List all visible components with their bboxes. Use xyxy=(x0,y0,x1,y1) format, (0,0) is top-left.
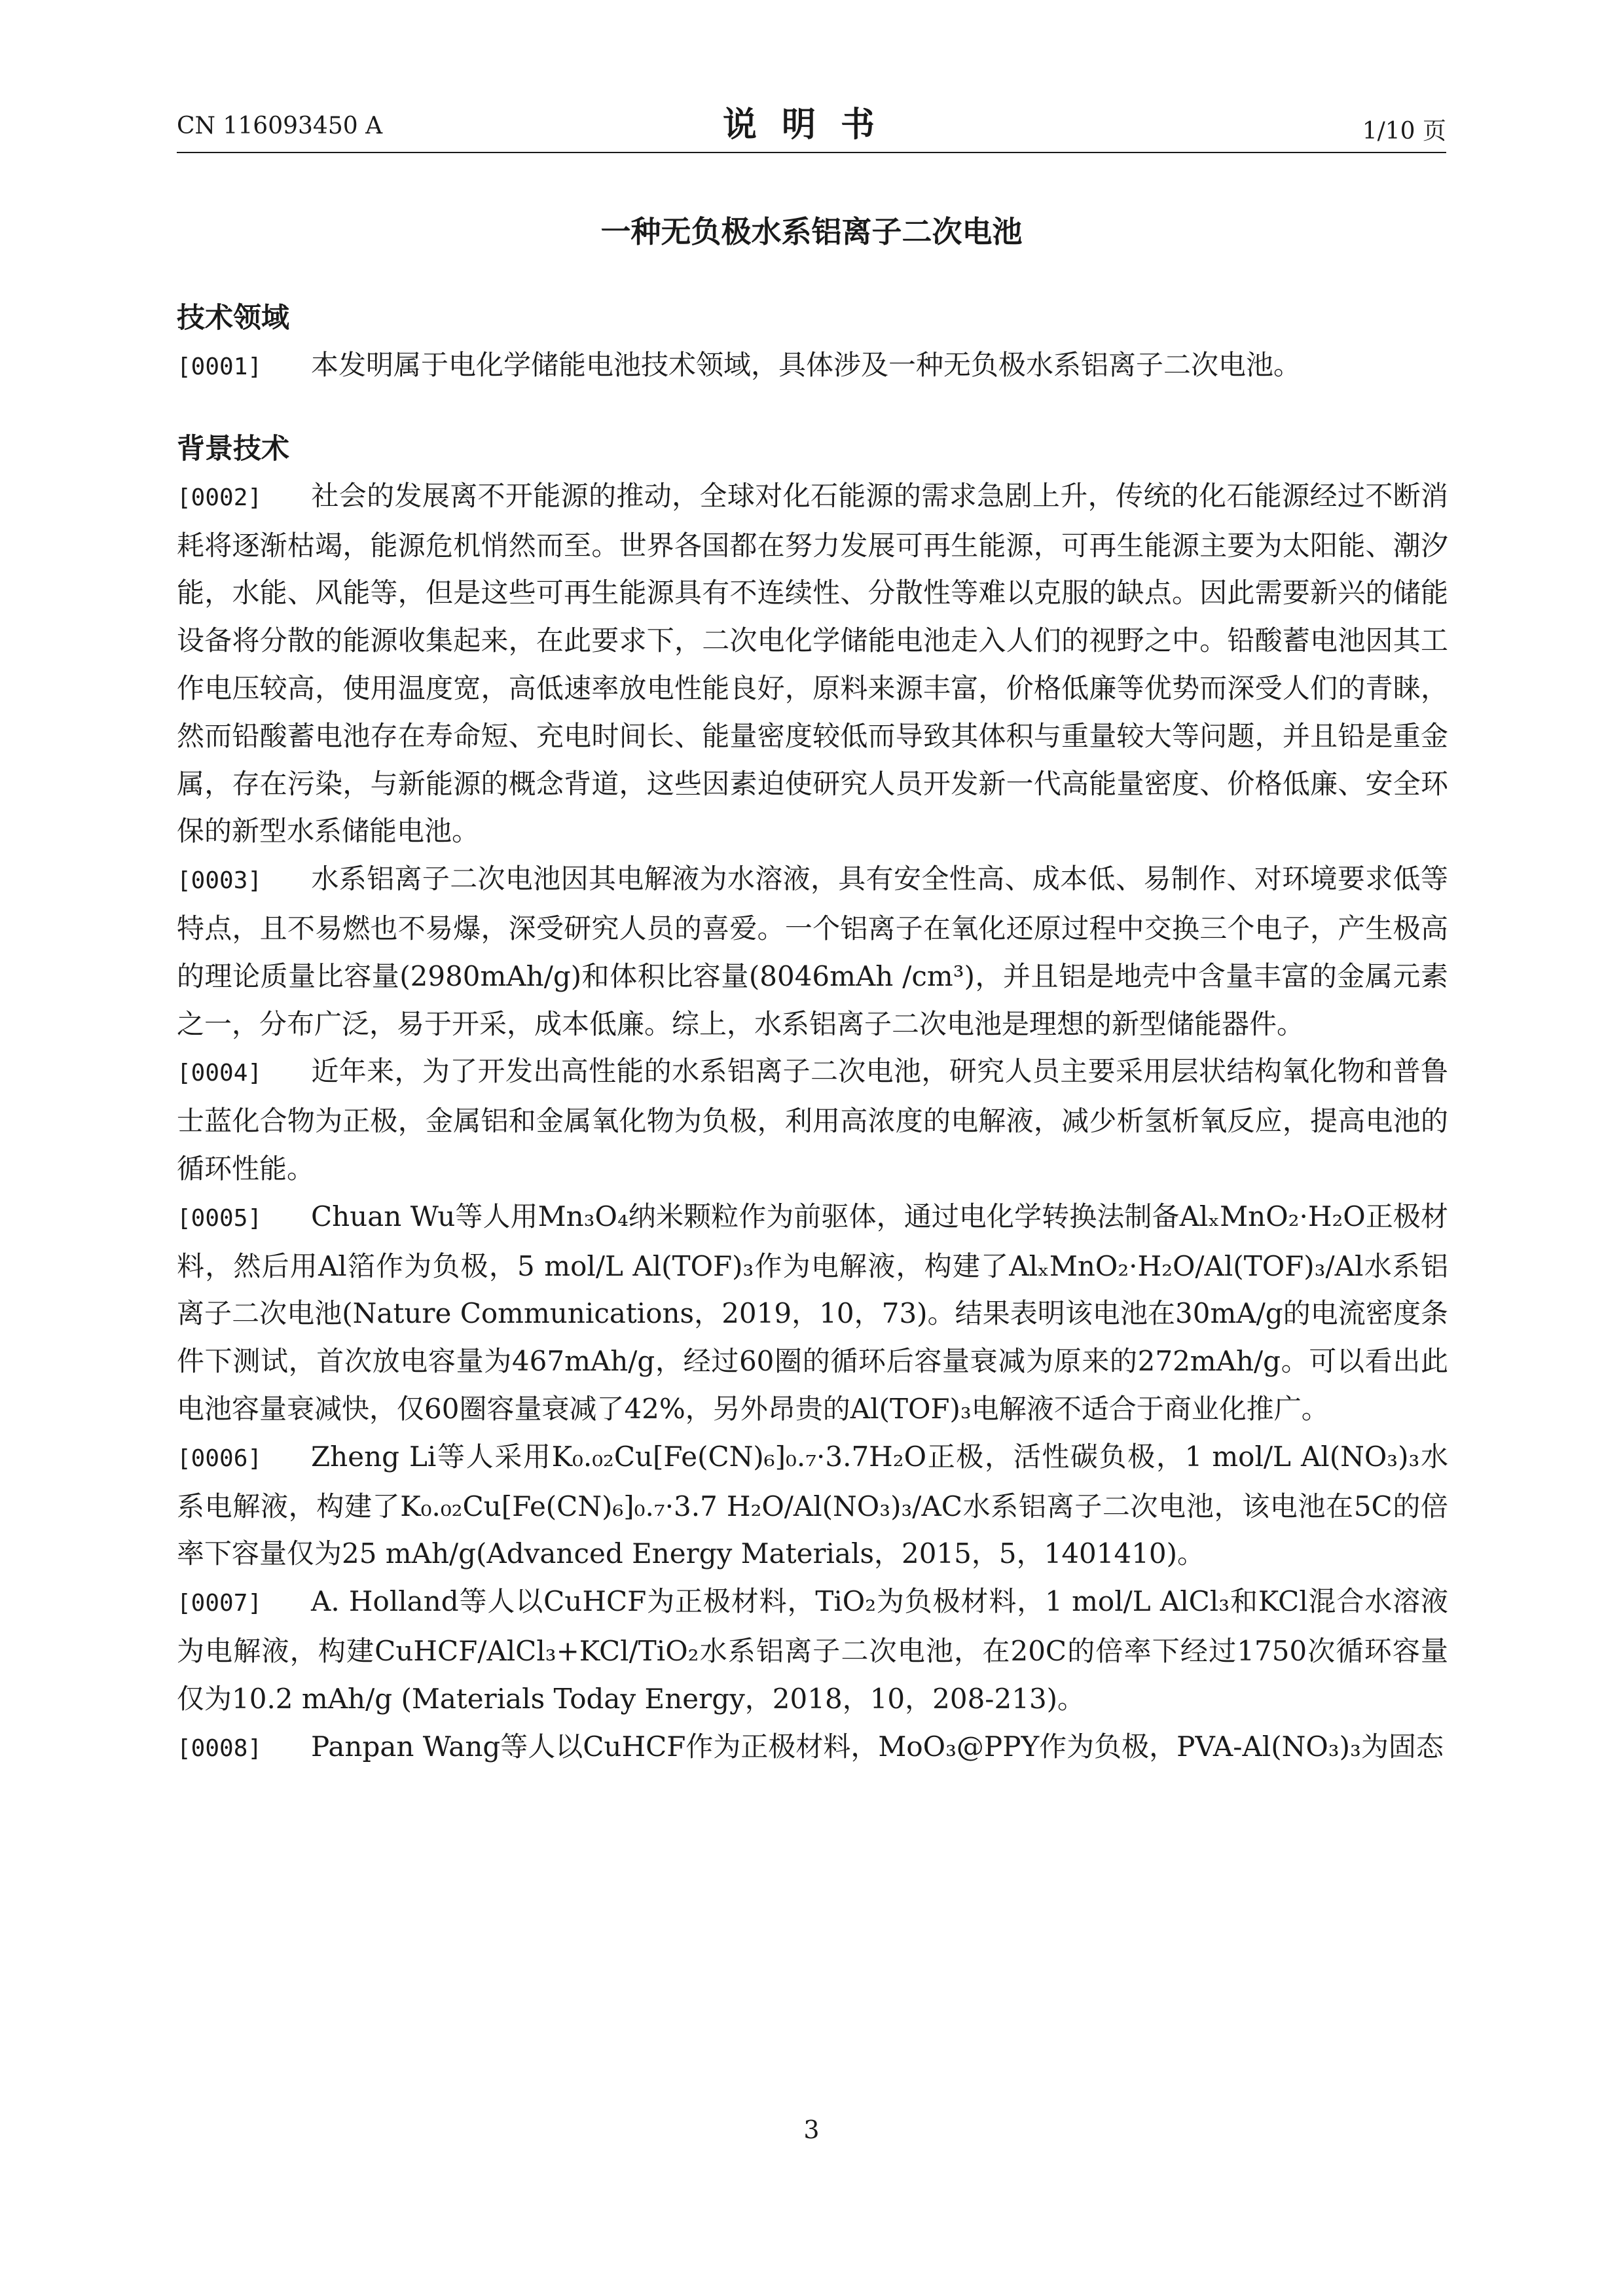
paragraph xyxy=(177,1578,1448,1723)
paragraph-number: [0007] xyxy=(177,1590,263,1617)
document-type-title: 说明书 xyxy=(722,105,900,145)
paragraph-text: 社会的发展离不开能源的推动，全球对化石能源的需求急剧上升，传统的化石能源经过不断消耗将逐渐枯竭，能源危机悄然而至。世界各国都在努力发展可再生能源，可再生能源主要为太阳能、潮汐能，水能、风能等，但是这些可再生能源具有不连续性、分散性等难以克服的缺点。因此需要新兴的储能设备将分散的能源收集起来，在此要求下，二次电化学储能电池走入人们的视野之中。铅酸蓄电池因其工作电压较高，使用温度宽，高低速率放电性能良好，原料来源丰富，价格低廉等优势而深受人们的青睐，然而铅酸蓄电池存在寿命短、充电时间长、能量密度较低而导致其体积与重量较大等问题，并且铅是重金属，存在污染，与新能源的概念背道，这些因素迫使研究人员开发新一代高能量密度、价格低廉、安全环保的新型水系储能电池。 xyxy=(177,479,1448,848)
paragraph-number: [0006] xyxy=(177,1444,263,1472)
paragraph-text: Chuan Wu等人用Mn₃O₄纳米颗粒作为前驱体，通过电化学转换法制备AlₓMnO₂·H₂O正极材料，然后用Al箔作为负极，5 mol/L Al(TOF)₃作为电解液，构建了AlₓMnO₂·H₂O/Al(TOF)₃/Al水系铝离子二次电池(Nature Communications，2019，10，73)。结果表明该电池在30mA/g的电流密度条件下测试，首次放电容量为467mAh/g，经过60圈的循环后容量衰减为原来的272mAh/g。可以看出此电池容量衰减快，仅60圈容量衰减了42%，另外昂贵的Al(TOF)₃电解液不适合于商业化推广。 xyxy=(177,1200,1448,1425)
header-divider xyxy=(177,152,1446,153)
paragraph-number: [0005] xyxy=(177,1204,263,1232)
paragraph xyxy=(177,1433,1448,1578)
paragraph-number: [0008] xyxy=(177,1734,263,1762)
page-number: 3 xyxy=(803,2115,820,2144)
page-label: 1/10 页 xyxy=(1362,118,1446,145)
specification-body xyxy=(177,295,1448,1772)
patent-number: CN 116093450 A xyxy=(177,113,383,139)
paragraph xyxy=(177,1048,1448,1193)
paragraph xyxy=(177,1193,1448,1433)
paragraph-number: [0003] xyxy=(177,867,263,895)
paragraph-text: 水系铝离子二次电池因其电解液为水溶液，具有安全性高、成本低、易制作、对环境要求低等特点，且不易燃也不易爆，深受研究人员的喜爱。一个铝离子在氧化还原过程中交换三个电子，产生极高的理论质量比容量(2980mAh/g)和体积比容量(8046mAh /cm³)，并且铝是地壳中含量丰富的金属元素之一，分布广泛，易于开采，成本低廉。综上，水系铝离子二次电池是理想的新型储能器件。 xyxy=(177,863,1448,1040)
paragraph xyxy=(177,473,1448,855)
invention-title: 一种无负极水系铝离子二次电池 xyxy=(600,214,1023,249)
paragraph xyxy=(177,855,1448,1048)
paragraph xyxy=(177,1723,1448,1773)
paragraph-number: [0004] xyxy=(177,1060,263,1087)
paragraph-text: Panpan Wang等人以CuHCF作为正极材料，MoO₃@PPY作为负极，PVA-Al(NO₃)₃为固态 xyxy=(311,1730,1444,1763)
section-heading-technical-field: 技术领域 xyxy=(177,302,289,334)
paragraph-text: A. Holland等人以CuHCF为正极材料，TiO₂为负极材料，1 mol/L AlCl₃和KCl混合水溶液为电解液，构建CuHCF/AlCl₃+KCl/TiO₂水系铝离子二次电池，在20C的倍率下经过1750次循环容量仅为10.2 mAh/g (Materials Today Energy，2018，10，208-213)。 xyxy=(177,1585,1448,1715)
paragraph-text: 近年来，为了开发出高性能的水系铝离子二次电池，研究人员主要采用层状结构氧化物和普鲁士蓝化合物为正极，金属铝和金属氧化物为负极，利用高浓度的电解液，减少析氢析氧反应，提高电池的循环性能。 xyxy=(177,1055,1448,1185)
paragraph-number: [0001] xyxy=(177,353,263,380)
paragraph-text: 本发明属于电化学储能电池技术领域，具体涉及一种无负极水系铝离子二次电池。 xyxy=(311,349,1302,381)
section-heading-background: 背景技术 xyxy=(177,432,289,465)
paragraph xyxy=(177,342,1448,391)
paragraph-number: [0002] xyxy=(177,484,263,511)
paragraph-text: Zheng Li等人采用K₀.₀₂Cu[Fe(CN)₆]₀.₇·3.7H₂O正极，活性碳负极，1 mol/L Al(NO₃)₃水系电解液，构建了K₀.₀₂Cu[Fe(CN)₆]₀.₇·3.7 H₂O/Al(NO₃)₃/AC水系铝离子二次电池，该电池在5C的倍率下容量仅为25 mAh/g(Advanced Energy Materials，2015，5，1401410)。 xyxy=(177,1440,1448,1570)
